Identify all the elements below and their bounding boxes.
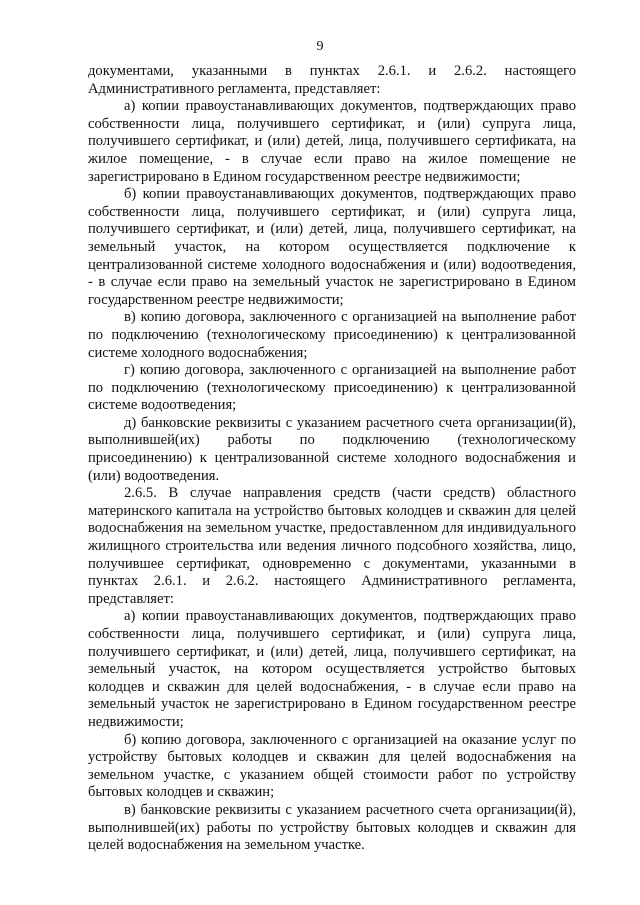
paragraph-item-v-2: в) банковские реквизиты с указанием расчетного счета организации(й), выполнившей(их) работы по устройству бытовых колодцев и скважин для целей водоснабжения на земельном участке. <box>88 801 576 854</box>
paragraph-item-g: г) копию договора, заключенного с организацией на выполнение работ по подключению (технологическому присоединению) к централизованной системе водоотведения; <box>88 362 576 414</box>
paragraph-item-a: а) копии правоустанавливающих документов, подтверждающих право собственности лица, получившего сертификат, и (или) супруга лица, получившего сертификат, и (или) детей, лица, получившего сертификата, на жилое помещение, - в случае если право на жилое помещение не зарегистрировано в Едином государственном реестре недвижимости; <box>88 98 576 185</box>
paragraph-item-d: д) банковские реквизиты с указанием расчетного счета организации(й), выполнившей(их) работы по подключению (технологическому присоединению) к централизованной системе холодного водоснабжения и (или) водоотведения. <box>88 414 576 484</box>
paragraph-item-b: б) копии правоустанавливающих документов, подтверждающих право собственности лица, получившего сертификат, и (или) супруга лица, получившего сертификат, и (или) детей, лица, получившего сертификат, на земельный участок, на котором осуществляется подключение к централизованной системе холодного водоснабжения и (или) водоотведения, - в случае если право на земельный участок не зарегистрировано в Едином государственном реестре недвижимости; <box>88 186 576 308</box>
paragraph-intro: документами, указанными в пунктах 2.6.1. и 2.6.2. настоящего Административного регламента, представляет: <box>88 63 576 97</box>
document-body <box>88 63 576 855</box>
paragraph-item-a-2: а) копии правоустанавливающих документов, подтверждающих право собственности лица, получившего сертификат, и (или) супруга лица, получившего сертификат, и (или) детей, лица, получившего сертификат, на земельный участок, на котором осуществляется устройство бытовых колодцев и скважин для целей водоснабжения, - в случае если право на земельный участок не зарегистрировано в Едином государственном реестре недвижимости; <box>88 608 576 730</box>
paragraph-item-v: в) копию договора, заключенного с организацией на выполнение работ по подключению (технологическому присоединению) к централизованной системе холодного водоснабжения; <box>88 309 576 361</box>
page-number: 9 <box>316 39 324 54</box>
paragraph-section-2-6-5: 2.6.5. В случае направления средств (части средств) областного материнского капитала на устройство бытовых колодцев и скважин для целей водоснабжения на земельном участке, предоставленном для индивидуального жилищного строительства или ведения личного подсобного хозяйства, лицо, получившее сертификат, одновременно с документами, указанными в пунктах 2.6.1. и 2.6.2. настоящего Административного регламента, представляет: <box>88 485 576 607</box>
paragraph-item-b-2: б) копию договора, заключенного с организацией на оказание услуг по устройству бытовых колодцев и скважин для целей водоснабжения на земельном участке, с указанием общей стоимости работ по устройству бытовых колодцев и скважин; <box>88 731 576 801</box>
